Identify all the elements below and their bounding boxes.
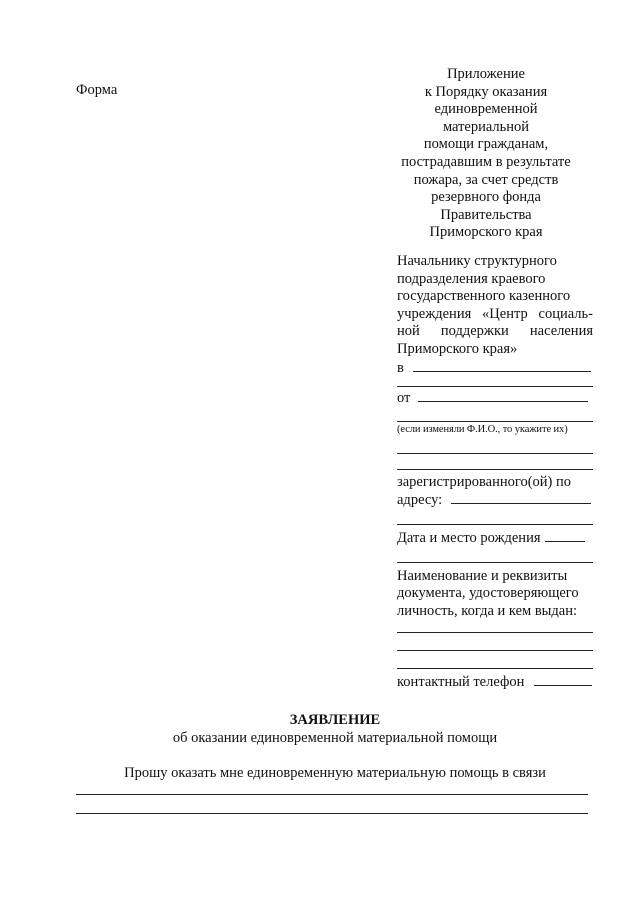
addressee-line: учреждения «Центр социаль-	[397, 305, 593, 322]
appendix-line: пострадавшим в результате	[401, 153, 571, 170]
from-field-continuation[interactable]	[397, 408, 593, 422]
phone-label: контактный телефон	[397, 674, 525, 691]
address-field[interactable]	[451, 491, 591, 504]
appendix-line: Приложение	[447, 66, 525, 82]
previous-names-field[interactable]	[397, 436, 593, 454]
in-field-row	[397, 359, 593, 378]
birth-label: Дата и место рождения	[397, 529, 541, 546]
appendix-block	[380, 66, 592, 242]
address-field-row	[397, 491, 593, 510]
phone-field[interactable]	[534, 673, 592, 686]
appendix-line: пожара, за счет средств	[413, 171, 559, 188]
doc-label-line: личность, когда и кем выдан:	[397, 602, 578, 619]
document-field[interactable]	[397, 651, 593, 669]
addressee-line: ной поддержки населения	[397, 323, 593, 340]
appendix-line: помощи гражданам,	[423, 136, 549, 153]
phone-field-row	[397, 673, 593, 692]
appendix-line: Приморского края	[429, 224, 543, 241]
request-reason-line[interactable]	[76, 813, 588, 814]
birth-field-row	[397, 529, 593, 548]
doc-label-line: Наименование и реквизиты	[397, 567, 568, 584]
previous-names-field[interactable]	[397, 454, 593, 470]
application-title: ЗАЯВЛЕНИЕ	[289, 712, 381, 728]
address-label: адресу:	[397, 492, 443, 509]
address-field-continuation[interactable]	[397, 510, 593, 525]
from-field-row	[397, 389, 593, 408]
registered-label: зарегистрированного(ой) по	[397, 473, 572, 490]
birth-field-continuation[interactable]	[397, 548, 593, 563]
addressee-line: Начальнику структурного	[397, 253, 557, 269]
document-field[interactable]	[397, 620, 593, 633]
in-label: в	[397, 359, 404, 376]
in-field-continuation[interactable]	[397, 377, 593, 387]
addressee-block	[397, 253, 593, 692]
appendix-line: резервного фонда	[431, 189, 541, 206]
addressee-line: подразделения краевого	[397, 270, 546, 287]
request-text: Прошу оказать мне единовременную материальную помощь в связи	[124, 765, 546, 781]
in-field[interactable]	[413, 359, 591, 372]
document-field[interactable]	[397, 633, 593, 651]
name-change-hint: (если изменяли Ф.И.О., то укажите их)	[397, 423, 568, 435]
from-field[interactable]	[418, 389, 588, 402]
request-reason-line[interactable]	[76, 794, 588, 795]
appendix-line: единовременной	[434, 101, 538, 118]
form-label: Форма	[76, 82, 118, 98]
appendix-line: Правительства	[440, 206, 532, 223]
birth-field[interactable]	[545, 529, 585, 542]
from-label: от	[397, 390, 411, 407]
doc-label-line: документа, удостоверяющего	[397, 585, 579, 602]
appendix-line: материальной	[442, 118, 530, 135]
application-subtitle: об оказании единовременной материальной помощи	[172, 730, 498, 746]
addressee-line: Приморского края»	[397, 340, 518, 357]
addressee-line: государственного казенного	[397, 288, 571, 305]
appendix-line: к Порядку оказания	[424, 83, 548, 100]
